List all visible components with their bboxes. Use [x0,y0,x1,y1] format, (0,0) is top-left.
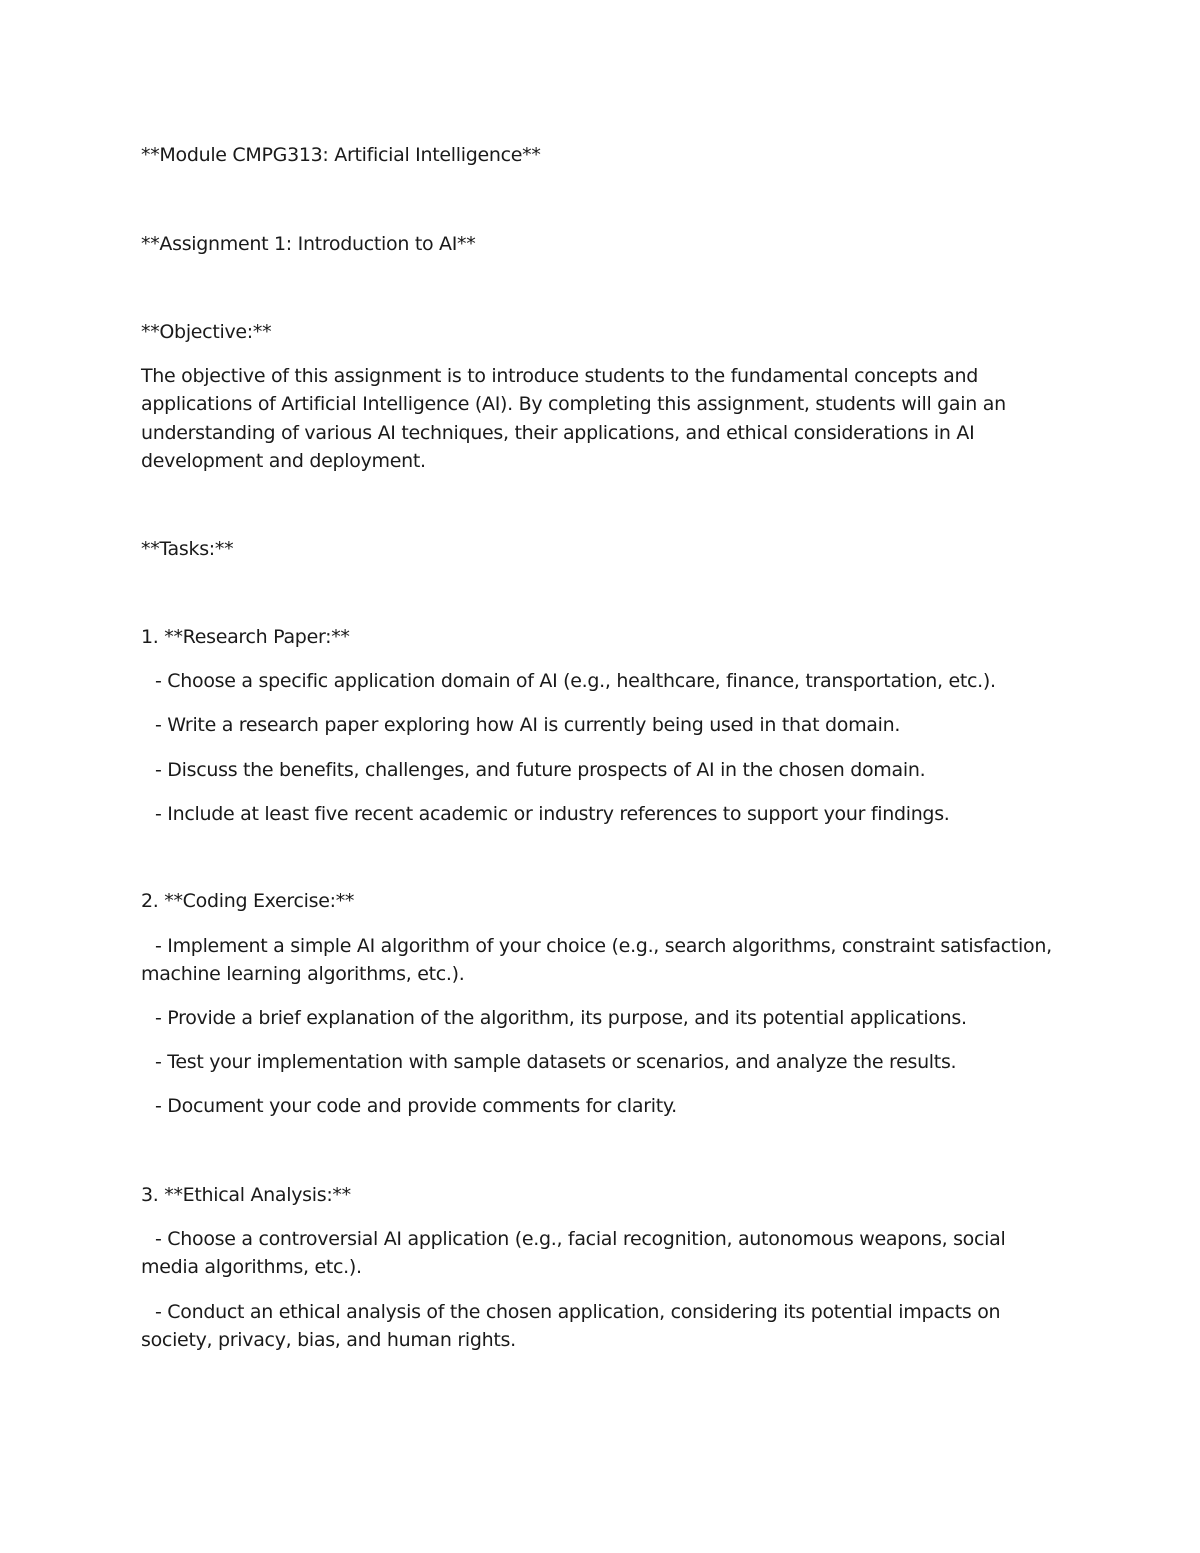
task1-item-1: - Choose a specific application domain of AI (e.g., healthcare, finance, transportation, etc.). [155,670,996,692]
tasks-heading: **Tasks:** [141,538,234,560]
task2-item-3: - Test your implementation with sample datasets or scenarios, and analyze the results. [155,1051,957,1073]
task2-item-2: - Provide a brief explanation of the algorithm, its purpose, and its potential applications. [155,1007,967,1029]
task1-item-4: - Include at least five recent academic or industry references to support your findings. [155,803,950,825]
assignment-title: **Assignment 1: Introduction to AI** [141,233,476,255]
task1-item-2: - Write a research paper exploring how AI is currently being used in that domain. [155,714,901,736]
task2-item-1-line-1: - Implement a simple AI algorithm of your choice (e.g., search algorithms, constraint satisfaction, [155,935,1052,957]
task3-item-2-line-2: society, privacy, bias, and human rights. [141,1329,516,1351]
task3-item-2-line-1: - Conduct an ethical analysis of the chosen application, considering its potential impacts on [155,1301,1001,1323]
task2-heading: 2. **Coding Exercise:** [141,890,355,912]
task1-heading: 1. **Research Paper:** [141,626,350,648]
task3-item-1-line-2: media algorithms, etc.). [141,1256,362,1278]
task3-heading: 3. **Ethical Analysis:** [141,1184,351,1206]
task3-item-1-line-1: - Choose a controversial AI application (e.g., facial recognition, autonomous weapons, social [155,1228,1006,1250]
task2-item-4: - Document your code and provide comments for clarity. [155,1095,677,1117]
objective-line-3: understanding of various AI techniques, their applications, and ethical considerations in AI [141,422,975,444]
objective-line-4: development and deployment. [141,450,426,472]
module-title: **Module CMPG313: Artificial Intelligence** [141,144,541,166]
objective-line-1: The objective of this assignment is to introduce students to the fundamental concepts and [141,365,978,387]
task1-item-3: - Discuss the benefits, challenges, and future prospects of AI in the chosen domain. [155,759,926,781]
task2-item-1-line-2: machine learning algorithms, etc.). [141,963,465,985]
objective-heading: **Objective:** [141,321,272,343]
objective-line-2: applications of Artificial Intelligence (AI). By completing this assignment, students will gain an [141,393,1006,415]
